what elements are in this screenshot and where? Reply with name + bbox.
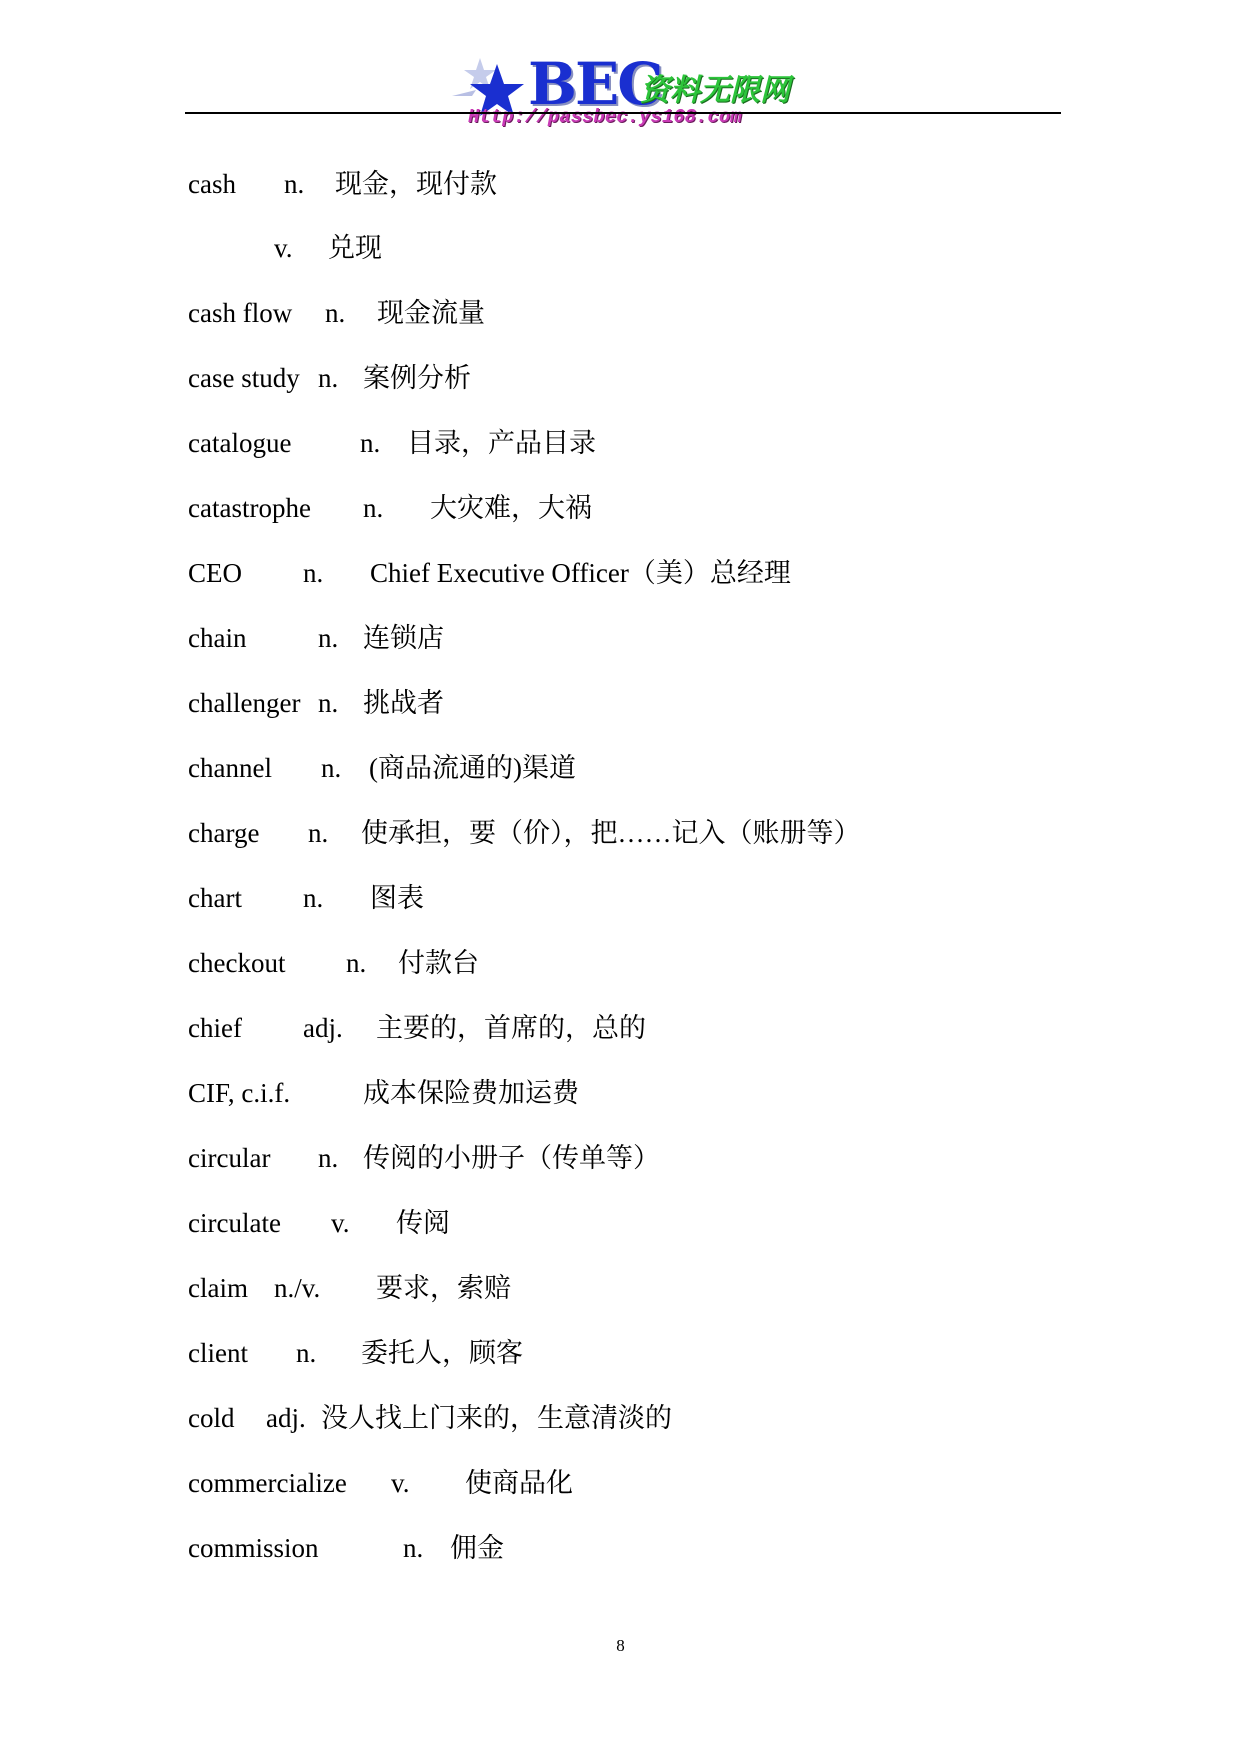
entry-pos: n.: [303, 883, 324, 913]
entry-term: CEO: [188, 558, 242, 588]
entry-meaning: 传阅: [396, 1208, 450, 1238]
entry-meaning: 没人找上门来的，生意清淡的: [321, 1403, 672, 1433]
bec-logo: [450, 46, 810, 131]
entry-meaning: 成本保险费加运费: [363, 1078, 579, 1108]
entry-term: cold: [188, 1403, 235, 1433]
entry-meaning: 佣金: [450, 1533, 504, 1563]
header-rule: [185, 112, 1061, 114]
entry-pos: n.: [284, 169, 305, 199]
entry-pos: n.: [318, 623, 339, 653]
entry-term: catastrophe: [188, 493, 311, 523]
entry-term: chain: [188, 623, 247, 653]
entry-pos: n./v.: [274, 1273, 321, 1303]
entry-pos: n.: [325, 298, 346, 328]
entry-pos: n.: [318, 363, 339, 393]
entry-term: CIF, c.i.f.: [188, 1078, 291, 1108]
entry-term: case study: [188, 363, 300, 393]
entry-term: charge: [188, 818, 260, 848]
entry-pos: n.: [318, 688, 339, 718]
entry-pos: n.: [296, 1338, 317, 1368]
entry-meaning: 现金流量: [377, 298, 485, 328]
entry-term: circulate: [188, 1208, 281, 1238]
entry-meaning: 图表: [370, 883, 424, 913]
entry-pos: n.: [363, 493, 384, 523]
logo-url: Http://passbec.ys168.com: [468, 106, 742, 128]
entry-term: chart: [188, 883, 242, 913]
entry-pos: n.: [303, 558, 324, 588]
entry-meaning: 付款台: [398, 948, 479, 978]
entry-meaning: Chief Executive Officer（美）总经理: [370, 558, 791, 588]
entry-meaning: 案例分析: [363, 363, 471, 393]
entry-pos: n.: [318, 1143, 339, 1173]
entry-meaning: 要求，索赔: [376, 1273, 511, 1303]
logo-bec-text: BEC: [528, 50, 662, 118]
entry-term: cash flow: [188, 298, 293, 328]
entry-meaning: 连锁店: [363, 623, 444, 653]
entry-pos: n.: [346, 948, 367, 978]
entry-term: claim: [188, 1273, 248, 1303]
entry-pos: n.: [308, 818, 329, 848]
entry-pos: v.: [391, 1468, 410, 1498]
entry-term: circular: [188, 1143, 271, 1173]
entry-meaning: 挑战者: [363, 688, 444, 718]
entry-pos: n.: [360, 428, 381, 458]
entry-term: channel: [188, 753, 272, 783]
entry-meaning: 兑现: [328, 233, 382, 263]
entry-term: chief: [188, 1013, 242, 1043]
entry-term: cash: [188, 169, 236, 199]
entry-meaning: 使承担，要（价），把……记入（账册等）: [361, 818, 861, 848]
entry-term: catalogue: [188, 428, 292, 458]
entry-meaning: 使商品化: [465, 1468, 573, 1498]
entry-meaning: 主要的，首席的，总的: [376, 1013, 646, 1043]
entry-pos: n.: [321, 753, 342, 783]
logo-subtitle: 资料无限网: [640, 73, 790, 108]
entry-pos: adj.: [266, 1403, 306, 1433]
entry-pos: v.: [274, 233, 293, 263]
entry-meaning: 现金，现付款: [335, 169, 497, 199]
entry-meaning: (商品流通的)渠道: [369, 753, 576, 783]
entry-meaning: 大灾难，大祸: [430, 493, 592, 523]
entry-term: commercialize: [188, 1468, 347, 1498]
page-header: [0, 0, 1241, 140]
entry-term: commission: [188, 1533, 319, 1563]
entry-term: challenger: [188, 688, 301, 718]
page-number: 8: [616, 1636, 625, 1655]
entry-pos: adj.: [303, 1013, 343, 1043]
entry-meaning: 委托人，顾客: [361, 1338, 523, 1368]
entry-meaning: 目录，产品目录: [407, 428, 596, 458]
entry-pos: n.: [403, 1533, 424, 1563]
entry-term: client: [188, 1338, 248, 1368]
entry-pos: v.: [331, 1208, 350, 1238]
entry-term: checkout: [188, 948, 286, 978]
entry-meaning: 传阅的小册子（传单等）: [363, 1143, 660, 1173]
